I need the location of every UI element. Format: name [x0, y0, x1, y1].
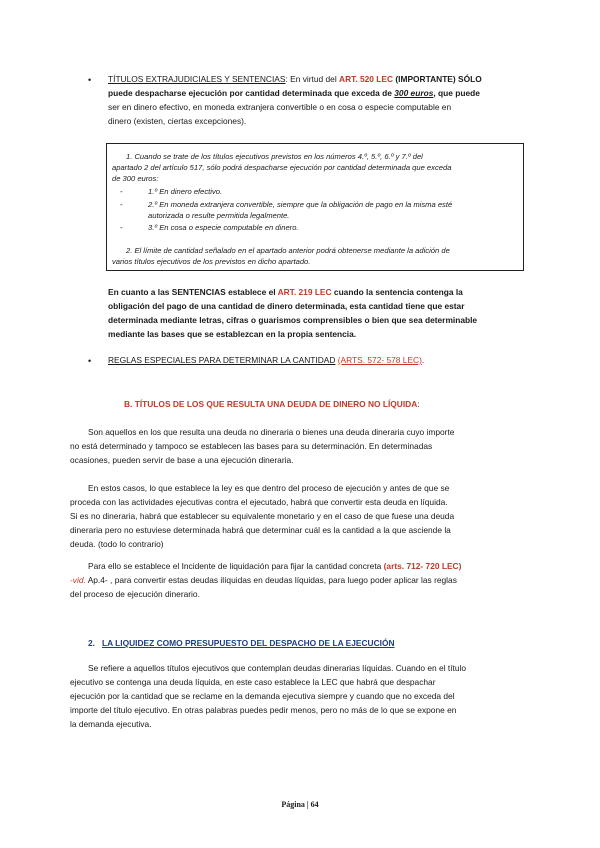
arts-712-720-reference: (arts. 712- 720 LEC): [383, 561, 462, 571]
paragraph-line: Se refiere a aquellos títulos ejecutivos que contemplan deudas dinerarias líquidas. Cuando en el título: [88, 663, 467, 673]
quote-list-item: 2.º En moneda extranjera convertible, siempre que la obligación de pago en la misma esté: [148, 200, 453, 209]
paragraph-line: obligación del pago de una cantidad de dinero determinada, esta cantidad tiene que estar: [108, 301, 465, 311]
section-2-heading: 2. LA LIQUIDEZ COMO PRESUPUESTO DEL DESPACHO DE LA EJECUCIÓN: [88, 638, 395, 648]
section-b-heading: B. TÍTULOS DE LOS QUE RESULTA UNA DEUDA DE DINERO NO LÍQUIDA:: [124, 399, 420, 409]
quote-line: 2. El límite de cantidad señalado en el apartado anterior podrá obtenerse mediante la adición de: [126, 246, 450, 255]
heading-titulos-extrajudiciales: TÍTULOS EXTRAJUDICIALES Y SENTENCIAS: [108, 74, 286, 84]
paragraph-line: puede despacharse ejecución por cantidad determinada que exceda de 300 euros, que puede: [108, 88, 480, 98]
heading-reglas-especiales: REGLAS ESPECIALES PARA DETERMINAR LA CANTIDAD (ARTS. 572- 578 LEC).: [108, 355, 425, 365]
paragraph-incidente-liquidacion: Para ello se establece el Incidente de liquidación para fijar la cantidad concreta (arts. 712- 720 LEC): [88, 561, 462, 571]
paragraph-line: la demanda ejecutiva.: [70, 719, 152, 729]
art-520-reference: ART. 520 LEC: [339, 74, 394, 84]
paragraph-sentencias: En cuanto a las SENTENCIAS establece el ART. 219 LEC cuando la sentencia contenga la: [108, 287, 463, 297]
paragraph-line: dinero (existen, ciertas excepciones).: [108, 116, 247, 126]
paragraph-line: dineraria pero no estuviese determinada habrá que determinar cuál es la cantidad a la que asciende la: [70, 525, 451, 535]
quote-list-item: autorizada o resulte permitida legalmente.: [148, 211, 290, 220]
paragraph-line: importe del título ejecutivo. En otras palabras puedes pedir menos, pero no más de lo que se expone en: [70, 705, 457, 715]
paragraph-line: ser en dinero efectivo, en moneda extranjera convertible o en cosa o especie computable en: [108, 102, 452, 112]
dash-marker: -: [120, 200, 123, 209]
paragraph-line: En estos casos, lo que establece la ley es que dentro del proceso de ejecución y antes de que se: [88, 483, 450, 493]
quote-list-item: 3.º En cosa o especie computable en dinero.: [148, 223, 299, 232]
paragraph-titulos-extrajudiciales: TÍTULOS EXTRAJUDICIALES Y SENTENCIAS: En virtud del ART. 520 LEC (IMPORTANTE) SÓLO: [108, 74, 482, 84]
bullet-icon: •: [88, 356, 92, 366]
art-219-reference: ART. 219 LEC: [277, 287, 332, 297]
paragraph-line: Son aquellos en los que resulta una deuda no dineraria o bienes una deuda dineraria cuyo importe: [88, 427, 455, 437]
dash-marker: -: [120, 223, 123, 232]
quote-line: apartado 2 del artículo 517, sólo podrá despacharse ejecución por cantidad determinada que exceda: [112, 163, 452, 172]
dash-marker: -: [120, 187, 123, 196]
paragraph-line: determinada mediante letras, cifras o guarismos comprensibles o bien que sea determinable: [108, 315, 478, 325]
paragraph-line: proceda con las actividades ejecutivas contra el ejecutado, habrá que convertir esta deuda en líquida.: [70, 497, 448, 507]
paragraph-line: Si es no dineraria, habrá que establecer su equivalente monetario y en el caso de que fuese una deuda: [70, 511, 455, 521]
page-number-footer: Página | 64: [281, 800, 319, 809]
amount-300-euros: 300 euros: [394, 88, 434, 98]
paragraph-line: -vid. Ap.4- , para convertir estas deudas ilíquidas en deudas líquidas, para luego poder aplicar las reglas: [70, 575, 457, 585]
quote-line: 1. Cuando se trate de los títulos ejecutivos previstos en los números 4.º, 5.º, 6.º y 7.º del: [126, 152, 423, 161]
quote-line: de 300 euros:: [112, 174, 159, 183]
paragraph-line: deuda. (todo lo contrario): [70, 539, 164, 549]
paragraph-line: del proceso de ejecución dinerario.: [70, 589, 200, 599]
paragraph-line: ocasiones, pueden servir de base a una ejecución dineraria.: [70, 455, 294, 465]
quote-line: varios títulos ejecutivos de los previstos en dicho apartado.: [112, 257, 311, 266]
paragraph-line: mediante las bases que se establezcan en la propia sentencia.: [108, 329, 357, 339]
paragraph-line: ejecución por la cantidad que se reclame en la demanda ejecutiva siempre y cuando que no exceda del: [70, 691, 455, 701]
paragraph-line: no está determinado y tampoco se establecen las bases para su determinación. En determinadas: [70, 441, 433, 451]
bullet-icon: •: [88, 75, 92, 85]
quote-list-item: 1.º En dinero efectivo.: [148, 187, 223, 196]
paragraph-line: ejecutivo se contenga una deuda líquida, en este caso establece la LEC que habrá que despachar: [70, 677, 436, 687]
arts-572-578-reference: (ARTS. 572- 578 LEC): [337, 355, 422, 365]
